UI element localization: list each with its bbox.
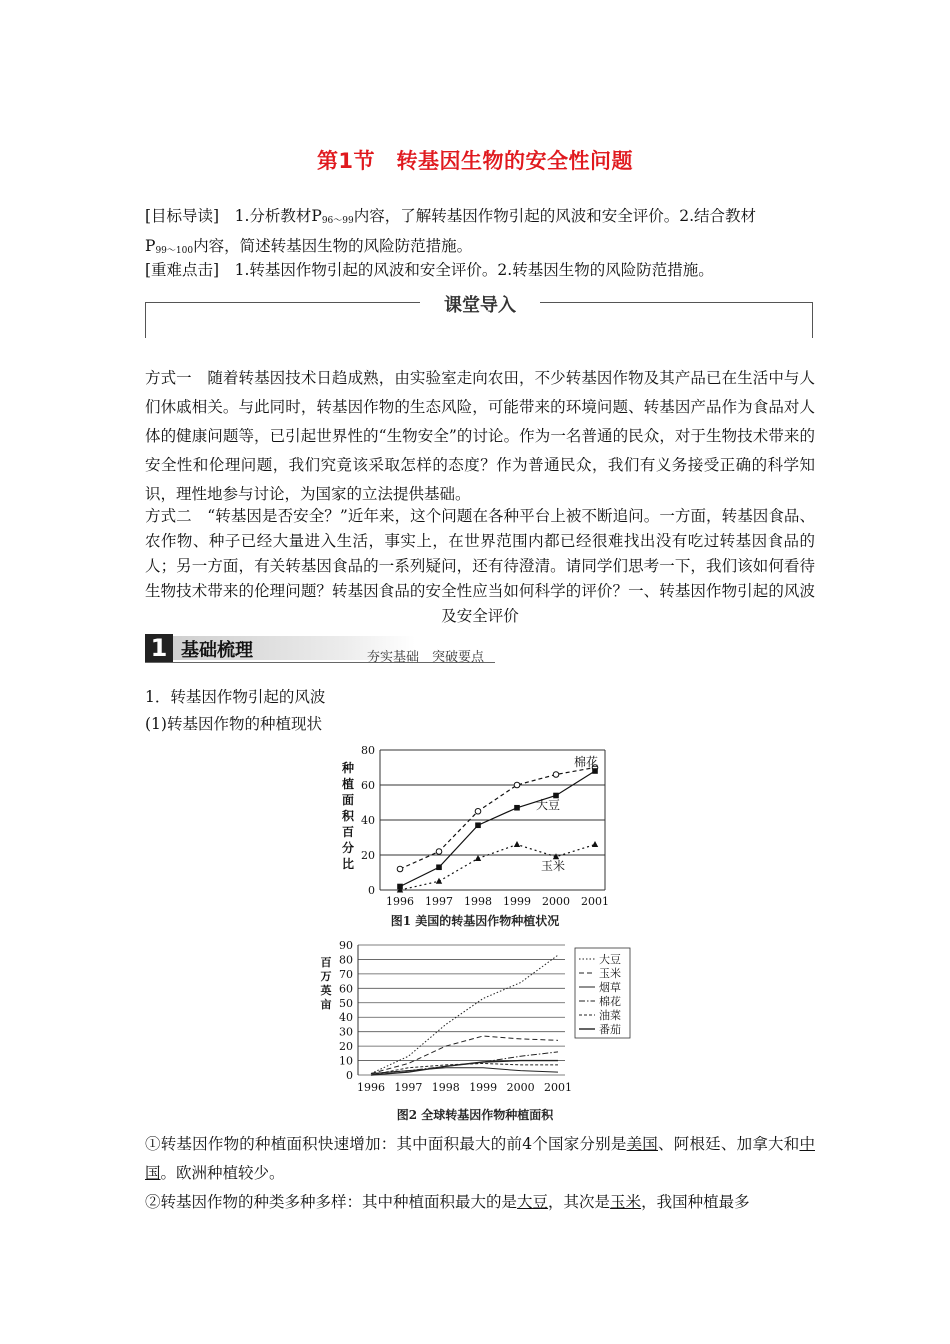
key-points-label: [重难点击] <box>145 261 220 279</box>
data-point <box>553 772 559 778</box>
legend-label: 烟草 <box>599 981 621 994</box>
goal-text-a: 1.分析教材P <box>219 207 322 225</box>
way-one-paragraph: 方式一 随着转基因技术日趋成熟，由实验室走向农田，不少转基因作物及其产品已在生活中与人们休戚相关。与此同时，转基因作物的生态风险，可能带来的环境问题、转基因产品作为食品对人体的健康问题等，已引起世界性的“生物安全”的讨论。作为一名普通的民众，对于生物技术带来的安全性和伦理问题，我们究竟该采取怎样的态度？作为普通民众，我们有义务接受正确的科学知识，理性地参与讨论，为国家的立法提供基础。 <box>145 369 815 503</box>
y-axis-label-char: 比 <box>341 857 355 871</box>
legend-label: 玉米 <box>599 967 621 980</box>
data-point <box>397 866 403 872</box>
series-line-玉米 <box>400 845 595 891</box>
x-tick-label: 1998 <box>431 1081 460 1094</box>
legend-label: 油菜 <box>599 1009 621 1022</box>
data-point <box>436 849 442 855</box>
y-tick-label: 20 <box>361 849 375 862</box>
y-tick-label: 90 <box>339 939 353 952</box>
y-axis-label-char: 植 <box>341 777 355 791</box>
series-line-大豆 <box>400 771 595 887</box>
y-axis-label-char: 分 <box>341 841 355 855</box>
y-axis-label-char: 英 <box>320 984 332 997</box>
point-1-suffix: 。欧洲种植较少。 <box>160 1164 285 1182</box>
y-tick-label: 60 <box>361 779 375 792</box>
y-tick-label: 80 <box>339 953 353 967</box>
x-tick-label: 1997 <box>425 895 453 908</box>
x-tick-label: 1996 <box>386 895 414 908</box>
y-tick-label: 80 <box>361 744 375 757</box>
series-label: 玉米 <box>540 859 566 873</box>
y-axis-label-char: 亩 <box>320 998 332 1011</box>
legend-label: 大豆 <box>599 953 621 966</box>
data-point <box>475 808 481 814</box>
y-axis-label-char: 百 <box>341 825 355 839</box>
goal-sub-a: 96～99 <box>321 216 354 226</box>
x-tick-label: 1998 <box>464 895 492 908</box>
way-two-paragraph: 方式二 “转基因是否安全？”近年来，这个问题在各种平台上被不断追问。一方面，转基因食品、农作物、种子已经大量进入生活，事实上，在世界范围内都已经很难找出没有吃过转基因食品的人；另一方面，有关转基因食品的一系列疑问，还有待澄清。请同学们思考一下，我们该如何看待生物技术带来的伦理问题？转基因食品的安全性应当如何科学的评价？一、转基因作物引起的风波及安全评价 <box>145 507 815 625</box>
item-1: 1．转基因作物引起的风波 <box>145 688 326 706</box>
x-tick-label: 2001 <box>544 1081 572 1094</box>
data-point <box>475 822 481 828</box>
y-tick-label: 30 <box>339 1025 353 1039</box>
y-axis-label-char: 种 <box>341 761 355 775</box>
y-axis-label-char: 面 <box>341 793 355 807</box>
point-2 <box>145 1188 815 1217</box>
section-number: 1 <box>145 634 173 662</box>
x-tick-label: 1997 <box>394 1081 423 1094</box>
series-label: 大豆 <box>535 798 561 812</box>
x-tick-label: 2000 <box>542 895 570 908</box>
x-tick-label: 1999 <box>503 895 531 908</box>
y-tick-label: 10 <box>339 1054 353 1068</box>
chart-global-title: 图2 全球转基因作物种植面积 <box>396 1108 554 1122</box>
series-line-大豆 <box>371 955 558 1073</box>
key-points <box>145 258 815 283</box>
page-title: 第1节 转基因生物的安全性问题 <box>316 149 634 173</box>
point-2-prefix: ②转基因作物的种类多种多样：其中种植面积最大的是 <box>145 1193 518 1211</box>
y-axis-label-char: 万 <box>320 970 332 983</box>
point-1-country-1: 美国 <box>626 1135 659 1153</box>
data-point <box>514 805 520 811</box>
goal-text-b: 内容，了解转基因作物引起的风波和安全评价。2.结合教材 <box>353 207 757 225</box>
y-axis-label-char: 积 <box>341 809 355 823</box>
series-line-棉花 <box>371 1052 558 1074</box>
y-tick-label: 70 <box>339 967 353 981</box>
data-point <box>592 768 598 774</box>
data-point <box>436 864 442 870</box>
data-point <box>592 841 598 847</box>
data-point <box>514 782 520 788</box>
item-1-1: (1)转基因作物的种植现状 <box>145 715 322 733</box>
goal-text-c: P <box>145 237 156 255</box>
y-tick-label: 20 <box>339 1040 353 1054</box>
legend-label: 番茄 <box>599 1023 621 1036</box>
point-1 <box>145 1130 815 1188</box>
y-tick-label: 0 <box>346 1069 353 1082</box>
chart-us-planting <box>330 740 620 935</box>
point-1-mid: 、阿根廷、加拿大和 <box>658 1135 800 1153</box>
goal-sub-c: 99～100 <box>155 246 194 256</box>
section-header <box>145 634 495 664</box>
chart-global-area <box>310 938 640 1103</box>
data-point <box>436 878 442 884</box>
legend-label: 棉花 <box>599 995 621 1008</box>
series-line-棉花 <box>400 768 595 870</box>
intro-banner <box>145 295 813 338</box>
goal-text-d: 内容，简述转基因生物的风险防范措施。 <box>193 237 473 255</box>
goal-guide <box>145 204 815 264</box>
point-2-suffix: ，我国种植最多 <box>641 1193 750 1211</box>
y-tick-label: 40 <box>339 1011 353 1025</box>
x-tick-label: 2001 <box>581 895 609 908</box>
point-1-country-2: 中国 <box>145 1135 815 1182</box>
y-tick-label: 40 <box>361 814 375 827</box>
data-point <box>475 855 481 861</box>
section-title: 基础梳理 <box>181 640 253 661</box>
key-points-text: 1.转基因作物引起的风波和安全评价。2.转基因生物的风险防范措施。 <box>219 261 714 279</box>
x-tick-label: 2000 <box>506 1081 535 1094</box>
y-tick-label: 0 <box>368 884 375 897</box>
point-2-crop-2: 玉米 <box>610 1193 642 1211</box>
point-1-prefix: ①转基因作物的种植面积快速增加：其中面积最大的前4个国家分别是 <box>145 1135 627 1153</box>
x-tick-label: 1996 <box>357 1081 385 1094</box>
y-tick-label: 50 <box>339 996 353 1010</box>
y-tick-label: 60 <box>339 982 353 996</box>
series-label: 棉花 <box>573 755 599 769</box>
y-axis-label-char: 百 <box>320 956 332 969</box>
data-point <box>514 841 520 847</box>
section-subtitle: 夯实基础 突破要点 <box>367 650 485 665</box>
point-2-mid: ，其次是 <box>548 1193 611 1211</box>
point-2-crop-1: 大豆 <box>517 1193 549 1211</box>
goal-guide-label: [目标导读] <box>145 207 220 225</box>
intro-banner-title: 课堂导入 <box>444 295 516 316</box>
chart-us-title: 图1 美国的转基因作物种植状况 <box>390 914 560 928</box>
x-tick-label: 1999 <box>469 1081 498 1094</box>
